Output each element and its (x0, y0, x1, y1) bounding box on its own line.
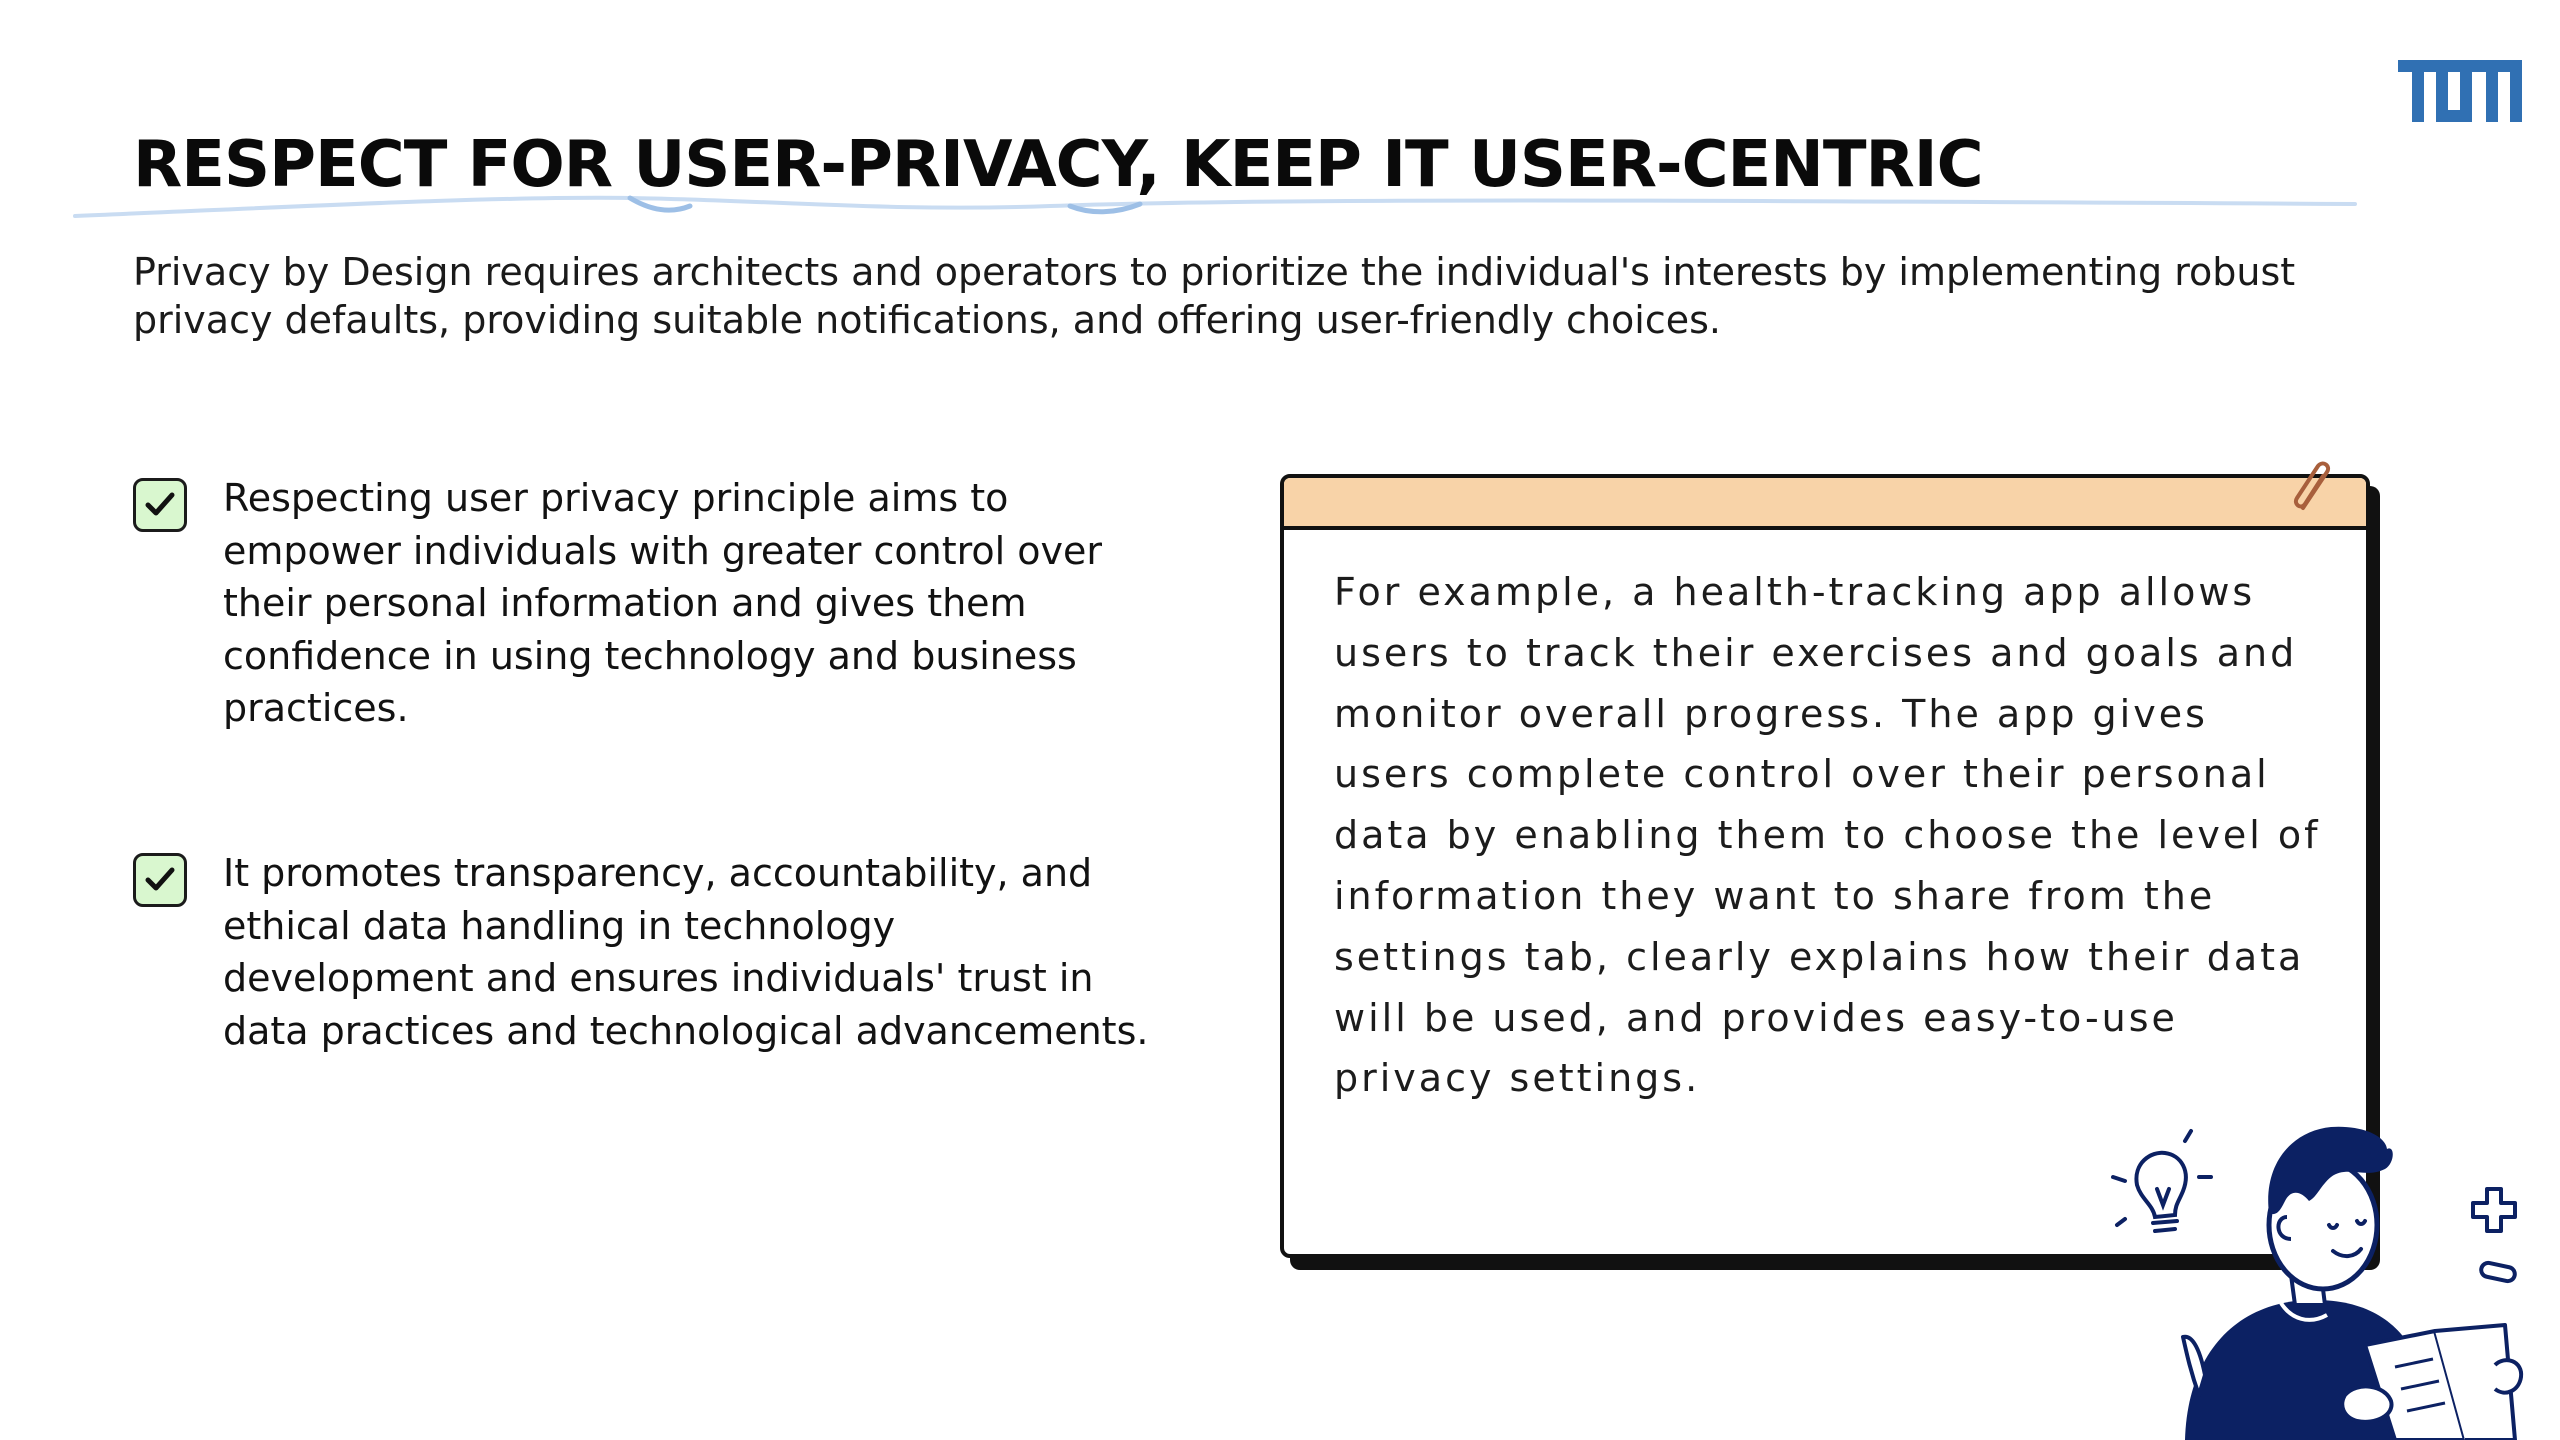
note-header-bar (1284, 478, 2366, 530)
slide-title: RESPECT FOR USER-PRIVACY, KEEP IT USER-CENTRIC (133, 128, 1983, 202)
slide-subtitle: Privacy by Design requires architects and operators to prioritize the individual's interests by implementing robust privacy defaults, providing suitable notifications, and offering user-friendly choices. (133, 250, 2296, 342)
title-underline-decoration (70, 186, 2360, 220)
note-text: For example, a health-tracking app allows users to track their exercises and goals and monitor overall progress. The app gives users complete control over their personal data by enabling them to choose the level of information they want to share from the settings tab, clearly explains how their data will be used, and provides easy-to-use privacy settings. (1334, 570, 2321, 1101)
bullet-text: Respecting user privacy principle aims to empower individuals with greater control over their personal information and gives them confidence in using technology and business practices. (223, 476, 1103, 730)
checkbox-checked-icon (133, 478, 187, 532)
tum-logo (2398, 60, 2522, 122)
person-reading-book-illustration (2095, 1105, 2560, 1440)
bullet-text: It promotes transparency, accountability, and ethical data handling in technology development and ensures individuals' trust in data practices and technological advancements. (223, 851, 1149, 1053)
paperclip-icon (2289, 458, 2341, 518)
checkbox-checked-icon (133, 853, 187, 907)
